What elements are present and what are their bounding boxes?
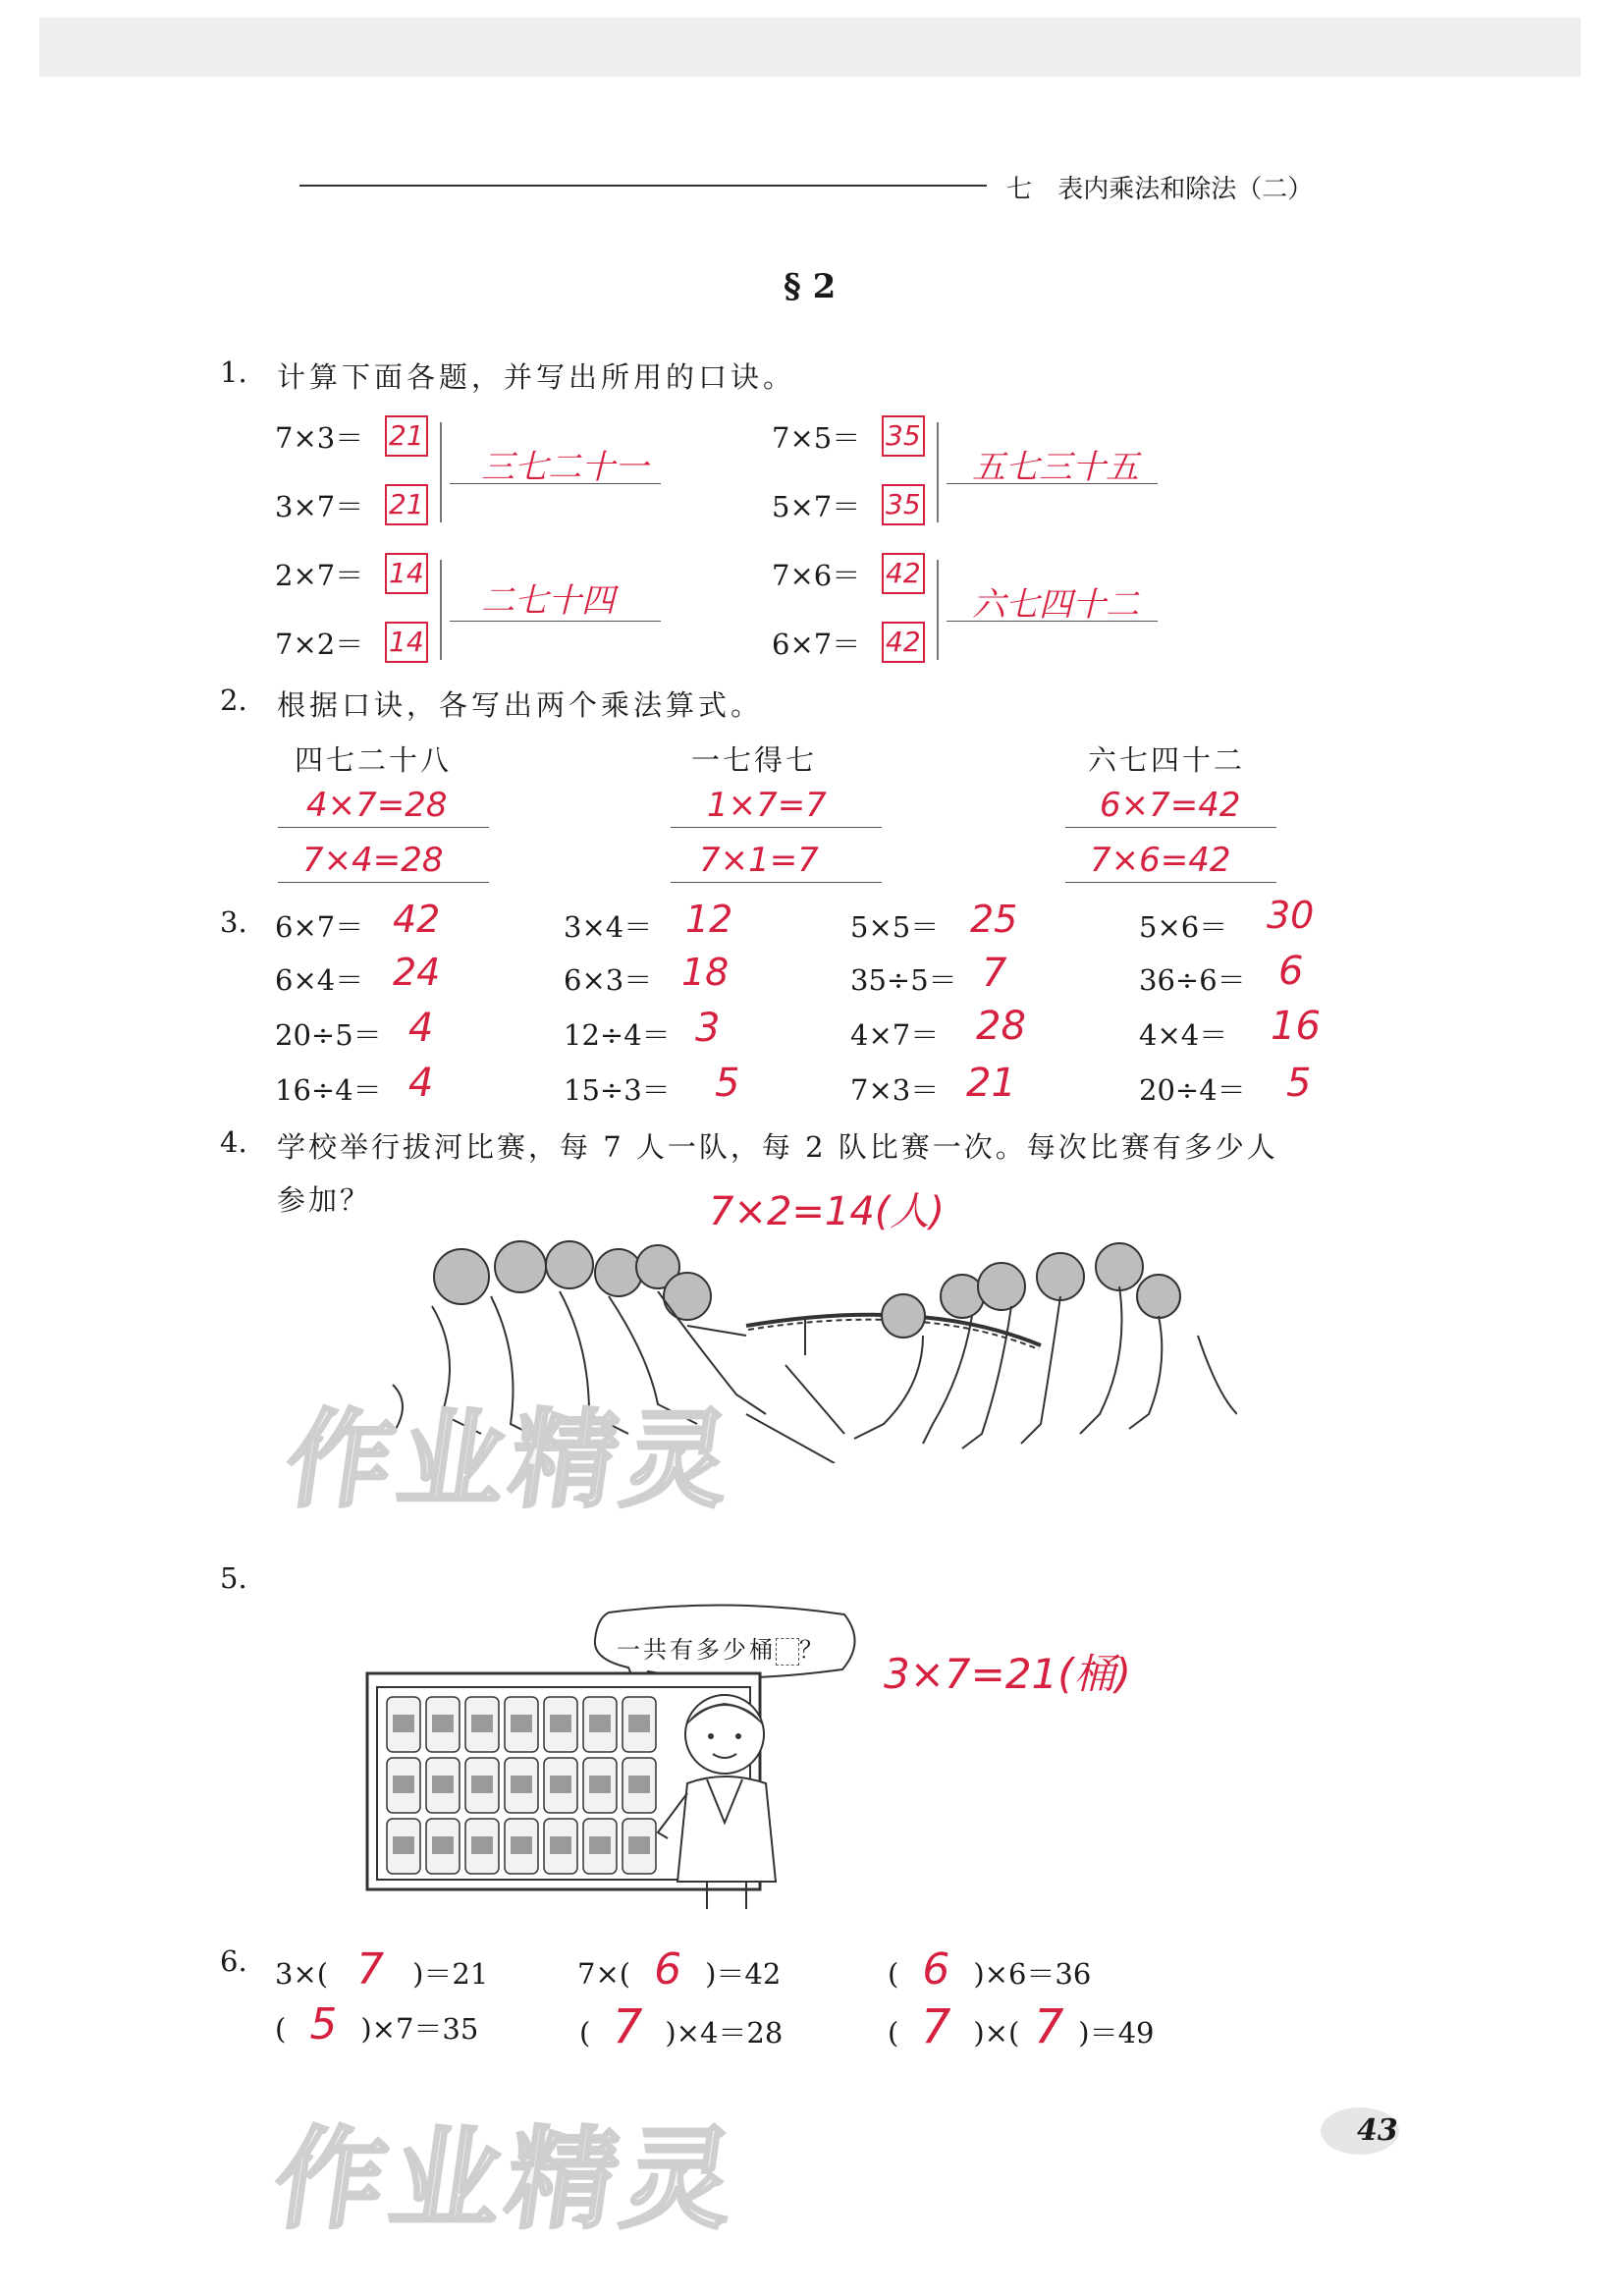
barrel-label xyxy=(589,1776,611,1793)
q3-expr: 5×6＝ xyxy=(1139,910,1228,944)
q3-answer: 18 xyxy=(681,951,730,994)
q3-answer: 4 xyxy=(408,1006,434,1051)
q1-answer-box: 42 xyxy=(882,553,925,594)
q3-answer: 7 xyxy=(982,951,1007,996)
q1-eq: 6×7＝ xyxy=(772,628,861,661)
barrel-label xyxy=(471,1836,493,1854)
q3-expr: 3×4＝ xyxy=(564,910,653,944)
barrel-label xyxy=(471,1776,493,1793)
q6-answer: 6 xyxy=(654,1944,682,1995)
q6-answer: 5 xyxy=(309,1999,338,2050)
q1-answer-box: 21 xyxy=(385,484,428,525)
q1-rhyme-answer: 五七三十五 xyxy=(972,448,1139,487)
q2-prompt: 根据口诀，各写出两个乘法算式。 xyxy=(277,688,764,722)
q1-answer-box: 35 xyxy=(882,484,925,525)
q6-item: ( 6 )×6＝36 xyxy=(888,1944,1092,1995)
q3-answer: 30 xyxy=(1267,894,1315,937)
q1-eq: 7×5＝ xyxy=(772,421,861,455)
q1-prompt: 计算下面各题，并写出所用的口诀。 xyxy=(277,360,796,394)
chapter-number: 七 xyxy=(1006,175,1033,204)
q1-brace xyxy=(432,560,442,660)
q1-answer-box: 14 xyxy=(385,553,428,594)
q2-answer-line xyxy=(1065,882,1276,883)
q3-expr: 5×5＝ xyxy=(850,910,940,944)
barrel-label xyxy=(589,1715,611,1732)
q3-expr: 15÷3＝ xyxy=(564,1073,671,1107)
q3-number: 3. xyxy=(220,905,247,939)
q2-rhyme: 六七四十二 xyxy=(1088,743,1246,777)
q6-item: ( 5 )×7＝35 xyxy=(275,1999,479,2050)
q4-text-line1: 学校举行拔河比赛，每 7 人一队，每 2 队比赛一次。每次比赛有多少人 xyxy=(277,1130,1278,1164)
barrel-label xyxy=(471,1715,493,1732)
barrel-label xyxy=(432,1715,454,1732)
q1-eq: 5×7＝ xyxy=(772,490,861,523)
q2-answer: 7×6=42 xyxy=(1090,841,1231,880)
q4-answer: 7×2=14(人) xyxy=(709,1189,946,1234)
q1-number: 1. xyxy=(220,355,247,389)
chapter-title: 表内乘法和除法（二） xyxy=(1057,175,1314,204)
barrel-label xyxy=(393,1715,414,1732)
q3-expr: 20÷5＝ xyxy=(275,1018,382,1052)
q6-item: ( 7 )×4＝28 xyxy=(579,1999,784,2054)
barrel-label xyxy=(393,1776,414,1793)
q6-item: 3×( 7 )＝21 xyxy=(275,1944,489,1995)
page-number: 43 xyxy=(1357,2113,1398,2148)
q1-rhyme-answer: 二七十四 xyxy=(481,581,615,621)
q3-expr: 35÷5＝ xyxy=(850,963,957,997)
q2-answer-line xyxy=(278,827,489,828)
barrel-label xyxy=(550,1836,571,1854)
q2-number: 2. xyxy=(220,683,247,717)
q1-answer-box: 42 xyxy=(882,622,925,663)
q6-answer: 6 xyxy=(922,1944,950,1995)
q1-rhyme-answer: 三七二十一 xyxy=(481,448,648,487)
q3-expr: 6×4＝ xyxy=(275,963,364,997)
q3-answer: 3 xyxy=(695,1006,721,1051)
watermark: 作业精灵 xyxy=(266,2116,748,2244)
q3-answer: 28 xyxy=(976,1004,1026,1049)
q2-answer-line xyxy=(1065,827,1276,828)
q3-expr: 6×3＝ xyxy=(564,963,653,997)
barrel-label xyxy=(432,1836,454,1854)
q2-answer-line xyxy=(671,827,882,828)
barrel-label xyxy=(511,1776,532,1793)
q6-answer: 7 xyxy=(1033,1999,1064,2054)
q3-answer: 16 xyxy=(1271,1004,1321,1049)
watermark: 作业精灵 xyxy=(278,1399,744,1522)
q3-expr: 4×4＝ xyxy=(1139,1018,1228,1052)
barrel-label xyxy=(550,1715,571,1732)
q3-answer: 42 xyxy=(393,898,441,941)
q2-answer-line xyxy=(278,882,489,883)
q1-brace xyxy=(929,422,939,522)
q3-expr: 16÷4＝ xyxy=(275,1073,382,1107)
q3-expr: 36÷6＝ xyxy=(1139,963,1246,997)
barrel-label xyxy=(628,1836,650,1854)
barrel-label xyxy=(393,1836,414,1854)
q3-answer: 6 xyxy=(1278,949,1304,994)
q4-number: 4. xyxy=(220,1125,247,1159)
q2-answer: 7×1=7 xyxy=(699,841,819,880)
q2-answer-line xyxy=(671,882,882,883)
speech-answer-box xyxy=(776,1638,799,1666)
barrel-label xyxy=(628,1776,650,1793)
q3-expr: 4×7＝ xyxy=(850,1018,940,1052)
q4-text-line2: 参加？ xyxy=(277,1183,372,1217)
q3-expr: 20÷4＝ xyxy=(1139,1073,1246,1107)
q6-answer: 7 xyxy=(356,1944,385,1995)
q6-answer: 7 xyxy=(613,1999,643,2054)
q3-expr: 12÷4＝ xyxy=(564,1018,671,1052)
barrel-label xyxy=(511,1836,532,1854)
q3-answer: 12 xyxy=(685,898,733,941)
barrel-label xyxy=(589,1836,611,1854)
q3-expr: 7×3＝ xyxy=(850,1073,940,1107)
q6-number: 6. xyxy=(220,1944,247,1978)
barrel-label xyxy=(511,1715,532,1732)
q3-answer: 25 xyxy=(970,898,1018,941)
q3-answer: 4 xyxy=(408,1061,434,1106)
q6-item: ( 7 )×( 7 )＝49 xyxy=(888,1999,1155,2054)
q1-answer-box: 21 xyxy=(385,415,428,457)
section-title: § 2 xyxy=(784,267,837,306)
barrel-label xyxy=(432,1776,454,1793)
q2-answer: 1×7=7 xyxy=(707,786,827,825)
q1-answer-box: 14 xyxy=(385,622,428,663)
q3-answer: 21 xyxy=(966,1061,1016,1106)
q3-answer: 5 xyxy=(715,1061,740,1106)
q2-rhyme: 四七二十八 xyxy=(295,743,453,777)
q2-answer: 7×4=28 xyxy=(302,841,444,880)
header-chapter xyxy=(1006,169,1313,205)
barrel-label xyxy=(550,1776,571,1793)
q1-eq: 7×6＝ xyxy=(772,559,861,592)
q2-answer: 6×7=42 xyxy=(1100,786,1241,825)
q3-answer: 5 xyxy=(1286,1061,1312,1106)
q1-brace xyxy=(432,422,442,522)
boy-illustration xyxy=(648,1685,805,1911)
q1-eq: 7×2＝ xyxy=(275,628,364,661)
q5-answer: 3×7=21(桶) xyxy=(884,1650,1132,1698)
q1-rhyme-answer: 六七四十二 xyxy=(972,585,1139,625)
q2-answer: 4×7=28 xyxy=(306,786,448,825)
q6-item: 7×( 6 )＝42 xyxy=(577,1944,782,1995)
q3-answer: 24 xyxy=(393,951,441,994)
q1-eq: 2×7＝ xyxy=(275,559,364,592)
header-rule xyxy=(299,185,987,187)
q6-answer: 7 xyxy=(921,1999,951,2054)
q2-rhyme: 一七得七 xyxy=(691,743,818,777)
q1-eq: 3×7＝ xyxy=(275,490,364,523)
speech-bubble-text: 一共有多少桶 ？ xyxy=(617,1636,826,1664)
q5-number: 5. xyxy=(220,1561,247,1595)
barrel-label xyxy=(628,1715,650,1732)
q1-answer-box: 35 xyxy=(882,415,925,457)
q1-brace xyxy=(929,560,939,660)
q1-eq: 7×3＝ xyxy=(275,421,364,455)
q3-expr: 6×7＝ xyxy=(275,910,364,944)
scan-edge-shadow xyxy=(39,18,1581,77)
